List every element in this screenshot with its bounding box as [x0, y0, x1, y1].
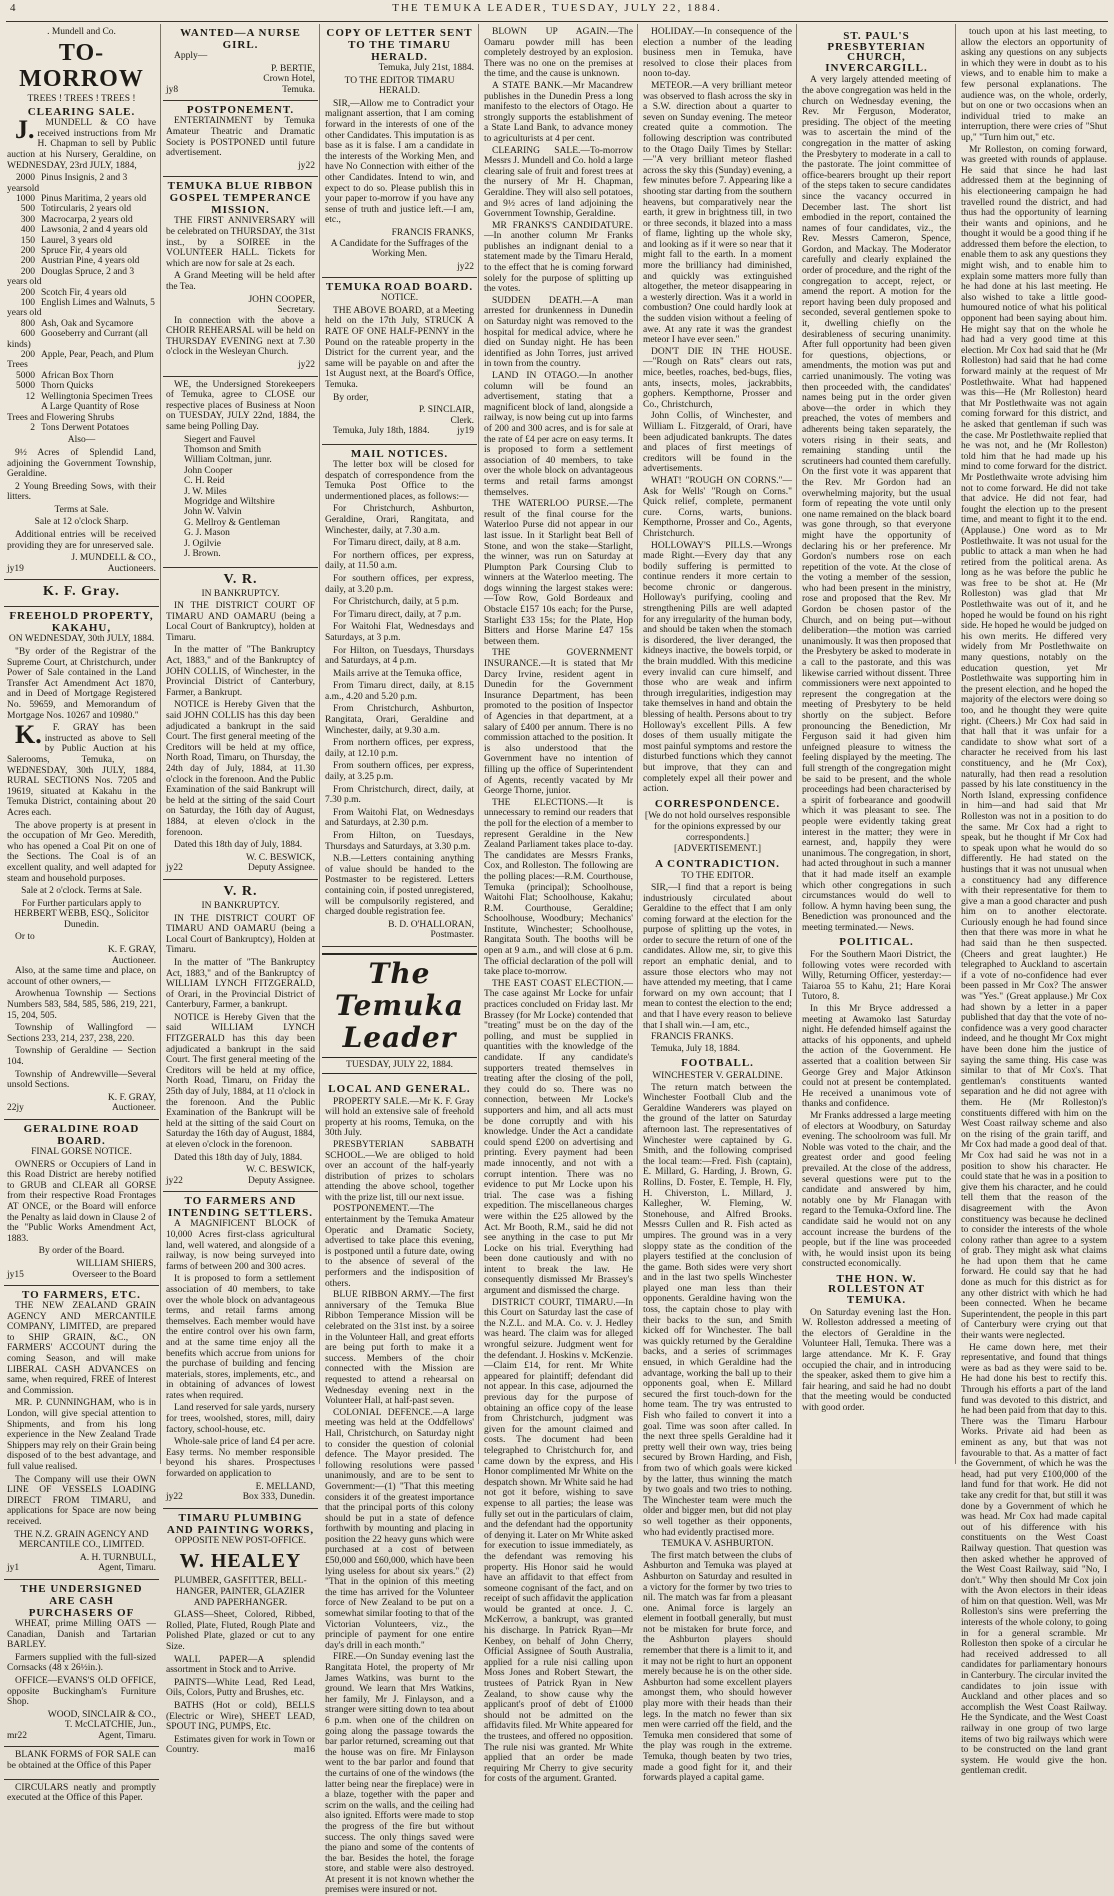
advert-also-item: Township of Andrewville—Several unsold Sections. [7, 1069, 156, 1091]
list-item: William Coltman, junr. [184, 455, 272, 466]
trees-list [7, 173, 156, 433]
list-item: 200 Apple, Pear, Peach, and Plum Trees [7, 350, 154, 371]
advert-body: F. GRAY has been instructed as above to Sell by Public Auction at his Salerooms, Temuka, on WEDNESDAY, 30th JULY, 1884, RURAL SECTIONS Nos. 7205 and 19619, situated at Kakahu in the Temuka District, containing about 20 Acres each. [7, 723, 156, 818]
advert-trees-line: TREES ! TREES ! TREES ! [27, 93, 136, 104]
advert-heading: TO FARMERS, ETC. [22, 1289, 141, 1302]
news-continued [958, 24, 1110, 1777]
list-item: 12 Wellingtonia Specimen Trees [25, 391, 153, 402]
section-heading: LOCAL AND GENERAL. [328, 1082, 471, 1095]
mail-line: N.B.—Letters containing anything of value should be handed to the Postmaster to be registered. Letters containing coin, if posted unregistered, will be compulsorily registered, and charged double registration fee. [325, 854, 474, 918]
advert-postponement [163, 101, 318, 177]
advert-body: In the matter of "The Bankruptcy Act, 1883," and of the Bankruptcy of JOHN COLLIS, of Winchester, in the Provincial District of Canterbury, Farmer, a Bankrupt. [166, 645, 315, 698]
advert-entries: Additional entries will be received providing they are for unreserved sale. [7, 530, 156, 551]
letter-signature: FRANCIS FRANKS, [391, 227, 474, 238]
advert-circulars [4, 1780, 159, 1811]
column-1 [4, 24, 159, 1804]
advert-signature: P. SINCLAIR, [418, 405, 474, 416]
news-paragraph: MR FRANKS'S CANDIDATURE.—In another column Mr Franks publishes an indignant denial to a statement made by the Timaru Herald, to the effect that he is coming forward solely for the purpose of splitting up the votes. [484, 220, 633, 295]
mail-line: For Christchurch, daily, at 5 p.m. [333, 597, 459, 608]
advert-body: MUNDELL & CO have received instructions from Mr H. Chapman to sell by Public auction at his Nursery, Geraldine, on WEDNESDAY, 23rd JULY, 1884, [7, 118, 156, 171]
advert-signature: T. McCLATCHIE, Jun., [64, 1720, 156, 1731]
list-item: J. Brown. [184, 549, 221, 560]
advert-heading: MAIL NOTICES. [350, 448, 449, 460]
mail-line: From Timaru direct, daily, at 8.15 a.m., 4.20 and 5.20 p.m. [325, 681, 474, 702]
advert-body: GLASS—Sheet, Colored, Ribbed, Rolled, Plate, Fluted, Rough Plate and Polished Plate, glazed or cut to any Size. [166, 1610, 315, 1652]
list-item: 500 Totircularis, 2 years old [20, 204, 132, 215]
column-rule [796, 24, 797, 1464]
advert-heading: TEMUKA ROAD BOARD. [325, 281, 474, 294]
advert-body: Whole-sale price of land £4 per acre. Easy terms. No member responsible beyond his shares. Prospectuses forwarded on application to [166, 1437, 315, 1480]
news-paragraph: In this Mr Bryce addressed a meeting at Awamoko last Saturday night. He defended himself against the attacks of his opponents, and upheld the action of the Government. He asserted that a coalition between Sir George Grey and Major Atkinson could not at present be contemplated. He received a unanimous vote of thanks and confidence. [802, 1004, 951, 1110]
advert-signature-role: jy22 Deputy Assignee. [166, 863, 315, 874]
advert-blue-ribbon [163, 177, 318, 376]
section-heading: ST. PAUL'S PRESBYTERIAN CHURCH, INVERCARGILL. [825, 30, 928, 74]
advert-signature: A. H. TURNBULL, [79, 1552, 156, 1563]
section-note: [We do not hold ourselves responsible for the opinions expressed by our correspondents.] [644, 811, 791, 843]
advert-sale-title: CLEARING SALE. [27, 106, 136, 119]
news-paragraph: WHAT! "ROUGH ON CORNS."—Ask for Wells' "Rough on Corns." Quick relief, complete, permanent cure. Corns, warts, bunions. Kempthorne, Prosser and Co., Agents, Christchurch. [643, 475, 792, 539]
advert-subheading: IN BANKRUPTCY. [201, 588, 280, 599]
advert-body: OWNERS or Occupiers of Land in this Road District are hereby notified to GRUB and CLEAR all GORSE from their respective Road Frontages AT ONCE, or the Board will enforce the Penalty as laid down in Clause 2 of the "Public Works Amendment Act, 1883. [7, 1159, 156, 1244]
list-item: 2000 Pinus Insignis, 2 and 3 yearsold [7, 173, 128, 194]
news-paragraph: John Collis, of Winchester, and William L. Fitzgerald, of Orari, have been adjudicated bankrupts. The dates and places of first meetings of creditors will be found in the advertisements. [643, 411, 792, 475]
mail-line: For Christchurch, Ashburton, Geraldine, Orari, Rangitata, and Winchester, daily, at 7.30 a.m. [325, 504, 474, 536]
advert-freehold-kakahu [4, 607, 159, 1120]
column-4 [481, 24, 636, 1785]
advert-heading: COPY OF LETTER SENT TO THE TIMARU HERALD. [326, 27, 473, 63]
advert-storekeepers [163, 377, 318, 568]
list-item: Siegert and Fauvel [184, 434, 256, 445]
advert-body: IN THE DISTRICT COURT OF TIMARU AND OAMARU (being a Local Court of Bankruptcy), Holden at Timaru. [166, 913, 315, 956]
advert-body: A Grand Meeting will be held after the Tea. [166, 271, 315, 292]
advert-heading: FREEHOLD PROPERTY, KAKAHU, [9, 610, 154, 635]
advert-letter-herald [322, 24, 477, 278]
advert-signature-role: mr22 Agent, Timaru. [7, 1730, 156, 1741]
advert-order: By order, [333, 392, 369, 403]
advert-signature-role: jy19 Auctioneers. [7, 563, 156, 574]
letter-body: SIR,—Allow me to Contradict your malignant assertion, that I am coming forward in the interests of one of the other Candidates. This imputation is as base as it is false. I am a candidate in the interests of the Working Men, and have No Connection with either of the other Candidates. Intend to win, and expect to do so. Please publish this in your paper to-morrow if you have any sense of truth and justice left.—I am, etc., [325, 98, 474, 226]
advert-heading: K. F. Gray. [43, 584, 120, 600]
advert-date: Dated this 18th day of July, 1884. [174, 840, 303, 851]
list-item: 100 English Limes and Walnuts, 5 years old [7, 298, 155, 319]
list-item: 5000 Thorn Quicks [16, 381, 94, 392]
news-paragraph: THE ELECTIONS.—It is unnecessary to remind our readers that the poll for the election of a member to represent Geraldine in the New Zealand Parliament takes place to-day. The candidates are Messrs Franks, Cox, and Rolleston. The following are the polling places:—R.M. Courthouse, Temuka (principal); Schoolhouse, Waitohi Flat; Schoolhouse, Kakahu; R.M. Courthouse, Geraldine; Schoolhouse, Woodbury; Mechanics' Institute, Winchester; Schoolhouse, Rangitata South. The booths will be open at 9 a.m., and will close at 6 p.m. The official declaration of the poll will take place to-morrow. [484, 797, 633, 978]
advert-ref: jy22 [298, 160, 315, 171]
mail-line: From Christchurch, Ashburton, Rangitata, Orari, Geraldine and Winchester, daily, at 9.30 a.m. [325, 704, 474, 736]
advert-further: For Further particulars apply to HERBERT WEBB, ESQ., Solicitor Dunedin. [14, 898, 149, 930]
news-paragraph: The return match between the Winchester Football Club and the Geraldine Wanderers was played on the ground of the latter on Saturday afternoon last. The representatives of Winchester were captained by G. Smith, and the following comprised the local team:—Fred. Fish (captain), E. Millard, G. Harding, J. Brown, G. Rollins, D. Foster, E. Temple, H. Fly, H. Chiverston, L. Millard, J. Kallegher, W. Fleming, W. Stonehouse, and Alfred Brooks. Messrs Cullen and R. Fish acted as umpires. The ground was in a very sloppy state as the condition of the players testified at the conclusion of the game. Both sides were very short and in the last two spells Winchester played one man less than their opponents. Geraldine having won the toss, the captain chose to play with their backs to the sun, and Smith kicked off for Winchester. The ball was quickly returned by the Geraldine backs, and a series of scrimmages ensued, in which Geraldine had the advantage, working the ball up to their opponents goal, when E. Millard secured the first touch-down for the home team. The try was entrusted to Fish who failed to convert it into a goal. Time was soon after called. In the next three spells Geraldine had it pretty well their own way, tries being secured by Brown Harding, and Fish, from two of which goals were kicked by the latter, thus winning the match by two goals and two tries to nothing. The Winchester team were much the older and bigger men, but did not play so well together as their opponents, who had evidently practised more. [643, 1082, 792, 1538]
masthead-date: TUESDAY, JULY 22, 1884. [322, 1057, 477, 1070]
mail-line: From southern offices, per express, daily, at 3.25 p.m. [325, 761, 474, 783]
advert-heading: TEMUKA BLUE RIBBON GOSPEL TEMPERANCE MISSION. [167, 180, 314, 217]
advert-signature: W. C. BESWICK, [245, 852, 315, 863]
news-paragraph: PROPERTY SALE.—Mr K. F. Gray will hold an extensive sale of freehold property at his rooms, Temuka, on the 30th July. [325, 1096, 474, 1139]
advert-signature-role: Secretary. [277, 305, 315, 316]
advert-display-title: TO-MORROW [19, 39, 144, 92]
letter-heading: A CONTRADICTION. [655, 857, 780, 870]
section-heading: FOOTBALL. [681, 1057, 754, 1070]
advert-body: Farmers supplied with the full-sized Cornsacks (48 x 26½in.). [7, 1652, 156, 1674]
advert-temuka-road-board [322, 278, 477, 445]
advert-top-line: . Mundell and Co. [47, 27, 116, 37]
list-item: A Large Quantity of Rose Trees and Flowering Shrubs [7, 402, 139, 423]
news-paragraph: THE WATERLOO PURSE.—The result of the final course for the Waterloo Purse did not appear in our last issue. In it Starlight beat Bell of Stone, and won the stake—Starlight, the winner, was run on Saturday at Plumpton Park Coursing Club to winners at the Waterloo meeting. The dogs winning the largest stakes were:—Tow Row, Gold Bordeaux and Obstacle £157 10s each; for the Purse, Starlight £33 15s; for the Plate, Hop Bitters and Horse Marine £47 15s between them. [484, 499, 633, 647]
advert-signature: Crown Hotel, [263, 74, 315, 85]
mail-line: For Waitohi Flat, Wednesdays and Saturdays, at 3 p.m. [325, 622, 474, 643]
mail-line: From Waitohi Flat, on Wednesdays and Saturdays, at 2.30 p.m. [325, 807, 474, 829]
news-paragraph: COLONIAL DEFENCE.—A large meeting was held at the Oddfellows' Hall, Christchurch, on Saturday night to consider the question of colonial defence. The Mayor presided. The following resolutions were passed unanimously, and are to be sent to Government:—(1) "That this meeting considers it of the greatest importance that the principal ports of this colony should be put in a state of defence forthwith by mounting and placing in position the 22 heavy guns which were purchased at a cost of between £50,000 and £60,000, which have been lying useless for about six years." (2) "That in the opinion of this meeting the time has arrived for the Volunteer force of New Zealand to be put on a somewhat similar footing to that of the Victorian Volunteers, viz., the principle of payment for one entire day's drill in each month." [325, 1407, 474, 1651]
advert-body: THE ABOVE BOARD, at a Meeting held on the 17th July, STRUCK A RATE OF ONE HALF-PENNY in the Pound on the rateable property in the District for the current year, and the same will be payable on and after the 1st August next, at the Board's Office, Temuka. [325, 305, 474, 391]
advert-blank-forms [4, 1747, 159, 1779]
advert-kf-gray [4, 580, 159, 607]
advert-signature-role: Auctioneer. [111, 955, 156, 966]
news-continued [799, 24, 954, 1414]
header-rule [6, 21, 1108, 22]
advert-heading: THE UNDERSIGNED ARE CASH PURCHASERS OF [20, 1582, 143, 1619]
news-continued [640, 24, 795, 1784]
advert-body: THE NEW ZEALAND GRAIN AGENCY AND MERCANTILE COMPANY, LIMITED, are prepared to SHIP GRAIN, &C., ON FARMERS' ACCOUNT during the coming Season, and will make LIBERAL CASH ADVANCES on same, when required, FREE of Interest and Commission. [7, 1301, 156, 1396]
advert-body: It is proposed to form a settlement association of 40 members, to take over the whole block on advantageous terms, and retail farms among themselves. Each member would have the entire control over his own farm, and at the same time enjoy all the benefits which accrue from unions for the purchase of building and fencing materials, stores, implements, etc., and in obtaining of advances of lowest rates when required. [166, 1274, 315, 1401]
news-paragraph: HOLIDAY.—In consequence of the election a number of the leading business men in Temuka, have resolved to close their places from noon to-day. [643, 27, 792, 80]
column-rule [319, 24, 320, 1464]
letter-date: Temuka, July 21st, 1884. [378, 63, 474, 73]
letter-signature: FRANCIS FRANKS. [651, 1032, 734, 1043]
advert-date: Temuka, July 18th, 1884. jy19 [333, 426, 474, 437]
advert-signature-role: 22jy Auctioneer. [7, 1103, 156, 1114]
advert-display-name: W. HEALEY [179, 1550, 302, 1573]
news-paragraph: POSTPONEMENT.—The entertainment by the Temuka Amateur Operatic and Dramatic Society, advertised to take place this evening, is postponed until a future date, owing to the absence of several of the performers and the indisposition of others. [325, 1204, 474, 1289]
list-item: J. W. Miles [184, 486, 227, 497]
advert-signature-role: Postmaster. [430, 930, 474, 941]
advert-signature: E. MELLAND, [255, 1481, 315, 1492]
section-heading: POLITICAL. [839, 936, 914, 949]
advert-signature-role: jy15 Overseer to the Board [7, 1269, 156, 1280]
advert-body: MR. P. CUNNINGHAM, who is in London, will give special attention to Shipments, and from his long experience in the New Zealand Trade Shippers may rely on their Grain being disposed of to the best advantage, and full value realised. [7, 1398, 156, 1472]
advert-signature-role: jy22 Box 333, Dunedin. [166, 1492, 315, 1503]
advert-ref: jy22 [298, 360, 315, 371]
news-paragraph: He came down here, met their representative, and found that things were as bad as they were said to be. He had done his best to rectify this. Through his efforts a part of the land fund was devoted to this district, and he had been paid from that day to this. There was the Timaru Harbour Works. Private aid had been as eminent as any, but that was not favourable to that. As a matter of fact the Government, of which he was the head, had put very £100,000 of the land fund for that work. He did not take any credit for that, but still it was done by a Government of which he was head. Mr Cox had made capital out of his difference with his constituents on the West Coast Railway question. That question was then asked whether he approved of the West Coast Railway, said "No, I don't." Why then should Mr Cox join with the Avon electors in their ideas of him on that question. Well, was Mr Rolleston's sins were preferring the interests of the whole colony, to going in for a general scramble. Mr Rolleston then spoke of a circular he had received addressed to all candidates for parliamentary honours in Canterbury. The circular invited the candidates to join issue with Auckland and other places and so accomplish the West Coast Railway. He the Syndicate, and the West Coast railway in one group of two large items of two big railways which were to be constructed on the land grant system. He would give the hon. gentleman credit. [961, 1342, 1107, 1777]
section-heading: THE HON. W. ROLLESTON AT TEMUKA. [828, 1272, 925, 1307]
advert-subheading: IN BANKRUPTCY. [201, 900, 280, 911]
news-paragraph: BLUE RIBBON ARMY.—The first anniversary of the Temuka Blue Ribbon Temperance Mission will be celebrated on the 31st inst. by a soiree in the Volunteer Hall, and great efforts are being put forth to make it a success. Members of the choir connected with the Mission are requested to attend a rehearsal on Wednesday evening next in the Volunteer Hall, at half-past seven. [325, 1290, 474, 1407]
list-item: G. J. Mason [184, 528, 230, 539]
match-heading: TEMUKA V. ASHBURTON. [661, 1539, 774, 1550]
advert-orto: Or to [15, 932, 35, 943]
advert-signature: K. F. GRAY, [107, 1092, 156, 1103]
list-item: 200 Scotch Fir, 4 years old [20, 287, 127, 298]
advert-to-farmers [4, 1286, 159, 1580]
advert-signature-role: jy8 Temuka. [166, 84, 315, 95]
local-and-general [322, 1077, 477, 1896]
column-rule [637, 24, 638, 1464]
advert-bankruptcy-fitzgerald [163, 880, 318, 1192]
advert-also-item: 2 Young Breeding Sows, with their litters. [7, 481, 156, 503]
advert-trees-sale [4, 24, 159, 580]
news-paragraph: THE EAST COAST ELECTION.—The case against Mr Locke for unfair practices concluded on Friday last. Mr Brassey (for Mr Locke) contended that "treating" must be on the day of the polling, and must be supplied in quantities with the knowledge of the candidate. If any candidate's supporters treated themselves in treating after the closing of the poll, they could do so. There was no connection, between Mr Locke's supporters and him, and all acts must be done corruptly and with his knowledge. Under the Act a candidate could spend £200 on advertising and printing. Every payment had been made innocently, and not with a corrupt intention. There was no evidence to put Mr Locke upon his trial. The case was a fishing expedition. The miscellaneous charges were within the £25 allowed by the Act. Mr Booth, R.M., said he did not see anything in the case to put Mr Locke on his trial. Everything had been done cautiously and with no intent to break the law. He consequently dismissed Mr Brassey's argument and dismissed the charge. [484, 978, 633, 1297]
advert-intending-settlers [163, 1192, 318, 1508]
advert-body: BLANK FORMS of FOR SALE can be obtained at the Office of this Paper [7, 1750, 156, 1772]
advert-subheading: NOTICE. [380, 293, 419, 304]
advert-also-item: 9½ Acres of Splendid Land, adjoining the Government Township, Geraldine. [7, 447, 156, 480]
column-6 [799, 24, 954, 1464]
mail-line: From Hilton, on Tuesdays, Thursdays and Saturdays, at 3.30 p.m. [325, 831, 474, 852]
news-paragraph: A STATE BANK.—Mr Macandrew publishes in the Dunedin Press a long manifesto to the electors of Otago. He strongly supports the establishment of a State Land Bank, to advance money to agriculturists at 4 per cent. [484, 80, 633, 144]
advert-signature-role: jy22 Deputy Assignee. [166, 1175, 315, 1186]
mail-line: For Hilton, on Tuesdays, Thursdays and Saturdays, at 4 p.m. [325, 645, 474, 667]
advert-sale-terms: Sale at 2 o'clock. Terms at Sale. [21, 886, 142, 897]
list-item: 600 Gooseberry and Currant (all kinds) [7, 329, 148, 350]
column-rule [955, 24, 956, 1464]
news-paragraph: touch upon at his last meeting, to allow the electors an opportunity of asking any questions on any subjects in which they were in doubt as to his views, and to enable him to make a few personal explanations. The audience was, on the whole, orderly, but on one or two occasions when an individual tried to make an interruption, there were cries of "Shut up," "Turn him out," etc. [961, 27, 1107, 143]
advert-body: Land reserved for sale yards, nursery for trees, woolshed, stores, mill, dairy factory, school-house, etc. [166, 1403, 315, 1435]
news-paragraph: DISTRICT COURT, TIMARU.—In this Court on Saturday last the case of the N.Z.L. and M.A. Co. v. J. Hedley was heard. The claim was for alleged wrongful seizure. Judgment went for the defendant. J. Hoskins v. McKenzie.—Claim £14, for rent. Mr White appeared for plaintiff; defendant did not appear. In this case, adjourned the previous day for the purpose of obtaining an office copy of the lease from Christchurch, judgment was given for the amount claimed and costs. The document had been telegraphed to Christchurch for, and came down by the express, and His Honor complimented Mr White on the despatch shown. Mr White said he had not got it before, wishing to save expense to all parties; the lease was fully set out in the particulars of claim, and the defendant had the opportunity of denying it. Later on Mr White asked for execution to issue immediately, as the defendant was removing his property. His Honor said he would have an affidavit to that effect from someone cognisant of the fact, and on receipt of such affidavit the application would be granted at once. J. C. McKerrow, a bankrupt, was granted his discharge. In Patrick Ryan—Mr Kenbey, on behalf of John Cherry, Official Assignee of South Australia, applied for a rule nisi calling upon Moss Jones and Robert Stewart, the trustees of Patrick Ryan in New Zealand, to show cause why the applicant's proof of debt of £1000 should not be admitted on the affidavits filed. Mr White appeared for the trustees, and offered no opposition. The rule nisi was granted. Mr White applied that an order be made requiring Mr Cherry to give security for costs of the argument. Granted. [484, 1297, 633, 1785]
advert-signature: B. D. O'HALLORAN, [388, 919, 474, 930]
mail-line: Mails arrive at the Temuka office, [333, 668, 462, 679]
list-item: 200 Spruce Fir, 4 years old [20, 246, 127, 256]
list-item: 2 Tons Derwent Potatoes [30, 422, 129, 433]
advert-apply: Apply— [174, 51, 208, 61]
advert-also-item: Township of Geraldine — Section 104. [7, 1046, 156, 1067]
news-paragraph: On Saturday evening last the Hon. W. Rolleston addressed a meeting of the electors of Geraldine in the Volunteer Hall, Temuka. There was a large attendance. Mr K. F. Gray occupied the chair, and in introducing the speaker, asked them to give him a fair hearing, and said he had no doubt that the meeting would be conducted with good order. [802, 1307, 951, 1413]
advert-signature: JOHN COOPER, [248, 294, 315, 305]
page-number: 4 [10, 2, 18, 14]
news-paragraph: HOLLOWAY'S PILLS.—Wrongs made Right.—Every day that any bodily suffering is permitted to continue renders it more certain to become chronic or dangerous. Holloway's purifying, cooling and strengthening Pills are well adapted for any irregularity of the human body, and should be taken when the stomach is disordered, the liver deranged, the kidneys inactive, the bowels torpid, or the brain muddled. With this medicine every invalid can cure himself, and those who are weak and infirm through irregularities, indigestion may take themselves in hand and obtain the blessing of health. Persons about to try Holloway's excellent Pills. A few doses of them usually mitigate the most painful symptoms and restore the disturbed functions which they cannot but improve, that they can and completely expel all their power and action. [643, 540, 792, 795]
advert-signature: W. C. BESWICK, [245, 1165, 315, 1176]
advert-date: Dated this 18th day of July, 1884. [174, 1152, 303, 1163]
advert-body: THE FIRST ANNIVERSARY will be celebrated on THURSDAY, the 31st inst., by a SOIREE in the VOLUNTEER HALL. Tickets for which are now for sale at 2s each. [166, 216, 315, 269]
advert-body: WE, the Undersigned Storekeepers of Temuka, agree to CLOSE our respective places of Business at Noon on TUESDAY, JULY 22nd, 1884, the same being Polling Day. [166, 379, 315, 433]
advertisement-tag: [ADVERTISEMENT.] [673, 844, 762, 855]
advert-trade: PLUMBER, GASFITTER, BELL-HANGER, PAINTER, GLAZIER AND PAPERHANGER. [174, 1576, 307, 1608]
column-rule [160, 24, 161, 1464]
masthead [322, 953, 477, 1074]
list-item: 150 Laurel, 3 years old [20, 235, 113, 246]
letter-body: SIR,—I find that a report is being industriously circulated about Geraldine to the effect that I am only coming forward at the election for the purpose of splitting up the votes, in order to secure the return of one of the candidates. Allow me, sir, to give this report an emphatic denial, and to assure those electors who may not have attended my meeting, that I came forward on my own account; that I mean to contest the election to the end; and that I have every reason to believe that I shall win.—I am, etc., [643, 882, 792, 1031]
advert-heading: GERALDINE ROAD BOARD. [23, 1122, 140, 1147]
storekeepers-list [184, 435, 315, 560]
advert-signature-role: Clerk. [450, 415, 474, 426]
advert-order: By order of the Board. [38, 1246, 125, 1257]
list-item: 200 Douglas Spruce, 2 and 3 years old [7, 266, 135, 288]
list-item: 800 Ash, Oak and Sycamore [20, 318, 134, 329]
advert-heading: V. R. [223, 571, 258, 587]
letter-to: TO THE EDITOR. [681, 871, 754, 882]
news-paragraph: CLEARING SALE.—To-morrow Messrs J. Mundell and Co. hold a large clearing sale of fruit and forest trees at the nursery of Mr H. Chapman, Geraldine. They will also sell potatoes, and 9½ acres of land adjoining the Government Township, Geraldine. [484, 145, 633, 220]
column-2 [163, 24, 318, 1756]
advert-body: "By order of the Registrar of the Supreme Court, at Christchurch, under Power of Sale contained in the Land Transfer Act Amendment Act 1870, and in Deed of Mortgage Registered No. 59659, and Memorandum of Mortgage Nos. 10267 and 10980." [7, 647, 156, 721]
news-paragraph: DON'T DIE IN THE HOUSE.—"Rough on Rats" clears out rats, mice, beetles, roaches, bed-bugs, flies, ants, insects, moles, jackrabbits, gophers. Kempthorne, Prosser and Co., Christchurch, [643, 346, 792, 410]
news-paragraph: BLOWN UP AGAIN.—The Oamaru powder mill has been completely destroyed by an explosion. There was no one on the premises at the time, and the cause is unknown. [484, 27, 633, 80]
advert-body: OFFICE—EVANS'S OLD OFFICE, opposite Buckingham's Furniture Shop. [7, 1675, 156, 1708]
advert-date: ON WEDNESDAY, 30th JULY, 1884. [8, 634, 155, 645]
list-item: 400 Lawsonia, 2 and 4 years old [20, 225, 148, 236]
list-item: John W. Valvin [184, 507, 242, 518]
column-5 [640, 24, 795, 1784]
advert-plumbing-works [163, 1509, 318, 1763]
list-item: 1000 Pinus Maritima, 2 years old [16, 193, 147, 204]
list-item: J. Ogilvie [184, 538, 221, 549]
advert-mail-notices [322, 445, 477, 947]
advert-heading: V. R. [223, 883, 258, 899]
advert-body: A MAGNIFICENT BLOCK of 10,000 Acres first-class agricultural land, well watered, and alongside of a railway, is now being surveyed into farms of between 200 and 300 acres. [166, 1219, 315, 1272]
mail-line: For northern offices, per express, daily, at 11.50 a.m. [325, 550, 474, 572]
advert-also: Also, at the same time and place, on account of other owners,— [7, 966, 156, 987]
list-item: C. H. Reid [184, 476, 225, 487]
drop-cap: J. [15, 115, 35, 145]
advert-terms: Terms at Sale. [54, 504, 109, 515]
mail-line: For Timaru direct, daily, at 8 a.m. [333, 538, 461, 549]
advert-signature: WOOD, SINCLAIR & CO., [47, 1709, 156, 1720]
advert-body: PAINTS—White Lead, Red Lead, Oils, Colors, Putty and Brushes, etc. [166, 1677, 315, 1699]
news-paragraph: METEOR.—A very brilliant meteor was observed to flash across the sky in a S.W. direction about a quarter to seven on Sunday evening. The meteor created quite a commotion. The following description was contributed to the Otago Daily Times by Stellar:—"A very brilliant meteor flashed across the sky this (Sunday) evening, a few minutes before 7. Appearing like a shooting star darting from the southern heavens, but comparatively near the earth, it grew in brightness till, in two or three seconds, it blazed into a mass of flame, lighting up the whole sky, and looking as if it were so near that it might fall to the earth. In a moment more the brilliancy had diminished, and quickly was extinguished altogether, the meteor disappearing in a westerly direction. Was it a world in combustion? One could hardly look at the sudden vision without a feeling of awe. At any rate it was the grandest meteor I have ever seen." [643, 80, 792, 346]
list-item: 5000 African Box Thorn [16, 370, 114, 381]
mail-line: For southern offices, per express, daily, at 3.20 p.m. [325, 573, 474, 595]
advert-time: Sale at 12 o'clock Sharp. [34, 517, 129, 528]
news-paragraph: LAND IN OTAGO.—In another column will be found an advertisement, stating that a magnificent block of land, alongside a railway, is now being cut up into farms of 200 and 300 acres, and is for sale at the rate of £4 per acre on easy terms. It is proposed to form a settlement association of 40 members, to take over the whole block on advantageous terms and retail farms amongst themselves. [484, 371, 633, 498]
mail-line: For Timaru direct, daily, at 7 p.m. [333, 609, 462, 620]
letter-to: TO THE EDITOR TIMARU HERALD. [344, 75, 455, 97]
news-paragraph: For the Southern Maori District, the following votes were recorded with Willy, Returning Officer, yesterday:—Taiaroa 55 to Kahu, 21; Hare Korai Tutoro, 8. [802, 950, 951, 1003]
news-paragraph: The first match between the clubs of Ashburton and Temuka was played at Ashburton on Saturday and resulted in a victory for the former by two tries to nil. The match was far from a pleasant one. Animal force is largely an element in football generally, but must not be mistaken for brute force, and the Ashburton players should remember that there is a limit to it, and it may not be right to hurt an opponent merely because he is on the other side. Ashburton had some excellent players amongst them, who should however play more with their heads than their legs. In the match no fewer than six men were carried off the field, and the Temuka men considered that some of the play was rough in the extreme. Temuka, though beaten by two tries, made a good fight for it, and their forwards played a capital game. [643, 1550, 792, 1784]
advert-signature: THE N.Z. GRAIN AGENCY AND MERCANTILE CO., LIMITED. [14, 1529, 149, 1551]
column-3 [322, 24, 477, 1896]
match-heading: WINCHESTER V. GERALDINE. [652, 1071, 783, 1081]
letter-date: Temuka, July 18, 1884. [651, 1043, 741, 1054]
advert-body: ENTERTAINMENT by Temuka Amateur Theatric and Dramatic Society is POSTPONED until future advertisement. [166, 116, 315, 159]
advert-body: WALL PAPER—A splendid assortment in Stock and to Arrive. [166, 1654, 315, 1676]
advert-heading: POSTPONEMENT. [186, 104, 295, 117]
column-rule [478, 24, 479, 1464]
advert-subheading: FINAL GORSE NOTICE. [31, 1146, 132, 1157]
advert-subheading: OPPOSITE NEW POST-OFFICE. [174, 1535, 307, 1546]
advert-body: The above property is at present in the occupation of Mr Geo. Meredith, who has opened a Coal Pit on one of the Sections. The Coal is of an excellent quality, and well adapted for steam and household purposes. [7, 820, 156, 884]
news-paragraph: Mr Rolleston, on coming forward, was greeted with rounds of applause. He said that since he had last addressed them at the beginning of his electioneering campaign he had travelled round the district, and had thus had the opportunity of learning their wants and opinions, and he thought it would be a good thing if he addressed them before the election, to enable them to ask any questions they might wish, and to enable him to explain some matters more fully than he had done at his last meeting. He also wished to take a little good-humoured notice of what his political opponent had been saying about him. He might say that on the whole he had had a very good time at this election. Mr Cox had said that he (Mr Rolleston) had said that he had come forward mainly at the request of Mr Postlethwaite. What had happened was this—He (Mr Rolleston) heard that Mr Postlethwaite was not again coming forward for this district, and he asked that gentleman if such was the case. Mr Postlethwaite replied that he was not, and he (Mr Rolleston) told him that he had made up his mind to come forward for the district. Mr Postlethwaite wrote advising him not to come forward. He did not take that advice. He did not fear, had fought the election up to the present time, and meant to fight it to the end. (Applause.) One word as to Mr Postlethwaite. It was not usual for the public to attack a man when he had retired from the political arena. As long as he was before the public he was free to be shot at. He (Mr Rolleston) was glad that Mr Postlethwaite was out of it, and he hoped he would be found on his right side. He hoped he would be judged on his own merits. He differed very widely from Mr Postlethwaite on many questions, notably on the education question, yet Mr Postlethwaite was supporting him in the present election, and he hoped the majority of the electors were doing so too, and he thought they were quite right. (Cheers.) Mr Cox had said in that hall that it was unfair for a candidate to show what sort of a character he received from his last constituency, and he (Mr Cox), naturally, had then read a resolution passed by his late constituency in the North Island, expressing confidence in him—and had said that Mr Rolleston was not in a position to do the same. Mr Cox had a right to speak, but he thought if Mr Cox had to speak upon what he would do so differently. He had stated on the hustings that it was not unusual when a constituency had any difference with their representative for them to give a man a good character and push him on to another electorate. Curiously enough he had found since then that there was more in what he had said than he then suspected. (Cheers and great laughter.) He telegraphed to Auckland to ascertain if a vote of no-confidence had ever been passed in Mr Cox? The answer was "Yes." (Great applause.) Mr Cox had shown by a letter in a paper published that day that the vote of no-confidence was a very good character indeed, and he thought Mr Cox might have been done him the justice of saying the same thing. His case was similar to that of Mr Cox's. That gentleman's constituents wanted separation and he did not agree with them. He (Mr Rolleston)'s constituents differed with him on the West Coast railway scheme and also on the rising of the grain tariff, and Mr Cox had made a good deal of that. Mr Cox had said he was not in a position to show his character. He could state that he was in a position to give them his character, and he could tell them that the reason of the disagreement with the Avon constituency was because he declined to consider the interests of the whole colony rather than agree to a system of grab. They might ask what claims he had upon them that he came forward. He could say that he had done as much for this district as for any other district with which he had been connected. When he became Superintendent, the people in this part of Canterbury were crying out that their wants were neglected. [961, 144, 1107, 1342]
news-paragraph: A very largely attended meeting of the above congregation was held in the church on Wednesday evening, the Rev. Mr Ferguson, Moderator, presiding. The object of the meeting was to ascertain the mind of the congregation in the matter of asking the Presbytery to moderate in a call to the pastorate. The joint committee of office-bearers brought up their report of the steps taken to secure candidates since the vacancy occurred in December last. The short list embodied in the report, contained the names of four candidates, viz., the Rev. Messrs Cameron, Spence, Gordon, and Mackay. The Moderator carefully and clearly explained the order of procedure, and the right of the congregation to accept, reject, or amend the report. A motion for the report having been duly proposed and seconded, several gentlemen spoke to it, dwelling chiefly on the desirableness of securing unanimity. After full opportunity had been given for questions, objections, or amendments, the motion was put and carried unanimously. The voting was then proceeded with, the candidates' names being put in the order given above—the order in which they preached, the votes of members and adherents being taken separately, the voters rising in their seats, and remaining standing until the scrutineers had counted them carefully. On the first vote it was apparent that the Rev. Mr Gordon had an overwhelming majority, but the usual form of repeating the vote until only one name remained on the black board was gone through, so that everyone might have the opportunity of declaring his or her preference. Mr Gordon's numbers rose on each repetition of the vote. At the close of the voting a member of the session, who had been present in the ministry, rose and proposed that the Rev. Mr Gordon be chosen pastor of the Church, and on being put—without deliberation—the motion was carried unanimously. It was then proposed that the Presbytery be asked to moderate in a call to the pastorate, and this was likewise carried without dissent. Three commissioners were next appointed to represent the congregation at the meeting of Presbytery to be held shortly on the subject. Before pronouncing the Benediction, Mr Ferguson said it had given him unfeigned pleasure to witness the feeling displayed by the meeting. The full strength of the congregation might be said to be present, and the whole proceedings had been characterised by a spirit of forbearance and goodwill which it was pleasant to see. The people were evidently taking great interest in the matter; they were in earnest, and, happily they were unanimous. The congregation, in short, had acted throughout in such a manner that it had made itself an example which other congregations in such circumstances would do well to follow. A hymn having been sung, the Benediction was pronounced and the meeting terminated.— News. [802, 75, 951, 933]
advert-body: CIRCULARS neatly and promptly executed at the Office of this Paper. [7, 1782, 156, 1804]
advert-heading: TO FARMERS AND INTENDING SETTLERS. [168, 1195, 313, 1220]
advert-body: Estimates given for work in Town or Country. ma16 [166, 1734, 315, 1756]
advert-bankruptcy-collis [163, 568, 318, 880]
advert-signature: P. BERTIE, [270, 63, 315, 74]
masthead-title: The Temuka Leader [335, 956, 464, 1054]
list-item: Thomson and Smith [184, 445, 262, 456]
news-paragraph: Mr Franks addressed a large meeting of electors at Woodbury, on Saturday evening. The schoolroom was full. Mr Noble was voted to the chair, and the greatest order and good feeling prevailed. At the close of the address, several questions were put to the candidate and answered by him, notably one by Mr Flanagan with regard to the Temuka-Oxford line. The candidate said he would not on any account increase the burdens of the people, but if the line was proceeded with, he would insist upon its being constructed economically. [802, 1110, 951, 1270]
advert-also-item: Township of Wallingford — Sections 233, 214, 237, 238, 220. [7, 1023, 156, 1044]
news-paragraph: SUDDEN DEATH.—A man arrested for drunkenness in Dunedin on Saturday night was removed to the hospital for medical advice, where he died on Sunday night. He has been identified as John Torres, just arrived in town from the country. [484, 295, 633, 370]
advert-geraldine-road-board [4, 1120, 159, 1286]
list-item: John Cooper [184, 465, 233, 476]
column-7 [958, 24, 1110, 1777]
news-paragraph: FIRE.—On Sunday evening last the Rangitata Hotel, the property of Mr James Watkins, was burnt to the ground. We learn that Mrs Watkins, her family, Mr J. Finlayson, and a stranger were sitting down to tea about 6 p.m. when one of the children on going along the passage towards the bar parlor returned, screaming out that the house was on fire. Mr Finlayson went to the bar parlor and found that the curtains of one of the windows (the latter being near the fireplace) were in a blaze, together with the paper and scrim on the walls, and the ceiling had also ignited. Efforts were made to stop the progress of the fire but without success. The only things saved were the piano and some of the contents of the bar. Besides the hotel, the forage store, and stable were also destroyed. At present it is not known whether the premises were insured or not. [325, 1652, 474, 1896]
drop-cap: K. [15, 720, 42, 750]
advert-ref: jy22 [457, 261, 474, 272]
advert-also-item: Arowhenua Township — Sections Numbers 583, 584, 585, 586, 219, 221, 15, 204, 505. [7, 989, 156, 1021]
advert-body: In the matter of "The Bankruptcy Act, 1883," and of the Bankruptcy of WILLIAM LYNCH FITZGERALD, of Orari, in the Provincial District of Canterbury, Farmer, a bankrupt. [166, 957, 315, 1011]
news-continued [481, 24, 636, 1785]
advert-body: BATHS (Hot or cold), BELLS (Electric or Wire), SHEET LEAD, SPOUT ING, PUMPS, Etc. [166, 1700, 315, 1733]
advert-body: The Company will use their OWN LINE OF VESSELS LOADING DIRECT FROM TIMARU, and applications for Space are now being received. [7, 1474, 156, 1527]
news-paragraph: THE GOVERNMENT INSURANCE.—It is stated that Mr Darcy Irvine, resident agent in Dunedin for the Government Insurance Department, has been promoted to the position of Inspector of Agencies in that department, at a salary of £400 per annum. There is no commission attached to the position. It is also understood that the Government have no intention of filling up the office of Superintendent of Agents, recently vacated by Mr George Thorne, junior. [484, 648, 633, 797]
page-header-title: THE TEMUKA LEADER, TUESDAY, JULY 22, 1884. [392, 2, 722, 14]
page-header [0, 2, 1114, 22]
list-item: 200 Austrian Pine, 4 years old [20, 256, 140, 267]
advert-body: In connection with the above a CHOIR REHEARSAL will be held on THURSDAY EVENING next at 7.30 o'clock in the Wesleyan Church. [166, 315, 315, 358]
mail-line: From northern offices, per express, daily, at 12.10 p.m. [325, 738, 474, 759]
advert-signature-role: jy1 Agent, Timaru. [7, 1563, 156, 1574]
section-heading: CORRESPONDENCE. [654, 797, 781, 810]
advert-signature: K. F. GRAY, [107, 945, 156, 956]
advert-heading: TIMARU PLUMBING AND PAINTING WORKS, [166, 1511, 315, 1536]
advert-signature: WILLIAM SHIERS, [76, 1258, 156, 1269]
advert-body: NOTICE is Hereby Given that the said JOHN COLLIS has this day been adjudicated a bankrupt in the said Court. The first general meeting of the Creditors will be held at my office, North Road, Timaru, on Thursday, the 24th day of July, 1884, at 11.30 o'clock in the forenoon. And the Public Examination of the said Bankrupt will be held at the sitting of the said Court on Saturday, the 16th day of August, 1884, at eleven o'clock in the forenoon. [166, 700, 315, 838]
list-item: 300 Macrocarpa, 2 years old [20, 214, 133, 225]
list-item: G. Mellroy & Gentleman [184, 517, 281, 528]
advert-heading: WANTED—A NURSE GIRL. [180, 27, 301, 51]
advert-body: NOTICE is Hereby Given that the said WILLIAM LYNCH FITZGERALD has this day been adjudicated a bankrupt in the said Court. The first general meeting of the Creditors will be held at my office, North Road, Timaru, on Friday the 25th day of July, 1884, at 11 o'clock in the forenoon. And the Public Examination of the Bankrupt will be held at the sitting of the said Court on Saturday the 16th day of August, 1884, at eleven o'clock in the forenoon. [166, 1012, 315, 1150]
news-paragraph: PRESBYTERIAN SABBATH SCHOOL.—We are obliged to hold over an account of the half-yearly distribution of prizes to scholars attending the above school, together with the prize list, till our next issue. [325, 1139, 474, 1203]
mail-line: From Christchurch, direct, daily, at 7.30 p.m. [325, 784, 474, 806]
letter-signature-role: A Candidate for the Suffrages of the Working Men. [330, 238, 469, 260]
advert-nurse-girl [163, 24, 318, 101]
advert-body: IN THE DISTRICT COURT OF TIMARU AND OAMARU (being a Local Court of Bankruptcy), holden at Timaru. [166, 601, 315, 643]
advert-cash-purchasers [4, 1580, 159, 1748]
advert-also: Also— [67, 435, 96, 446]
mail-line: The letter box will be closed for despatch of correspondence from the Temuka Post Office to the undermentioned places, as follows:— [325, 460, 474, 502]
advert-body: WHEAT, prime Milling OATS — Canadian, Danish and Tartarian BARLEY. [7, 1618, 156, 1651]
advert-signature: J. MUNDELL & CO., [71, 553, 156, 564]
list-item: Mogridge and Wiltshire [184, 497, 275, 508]
